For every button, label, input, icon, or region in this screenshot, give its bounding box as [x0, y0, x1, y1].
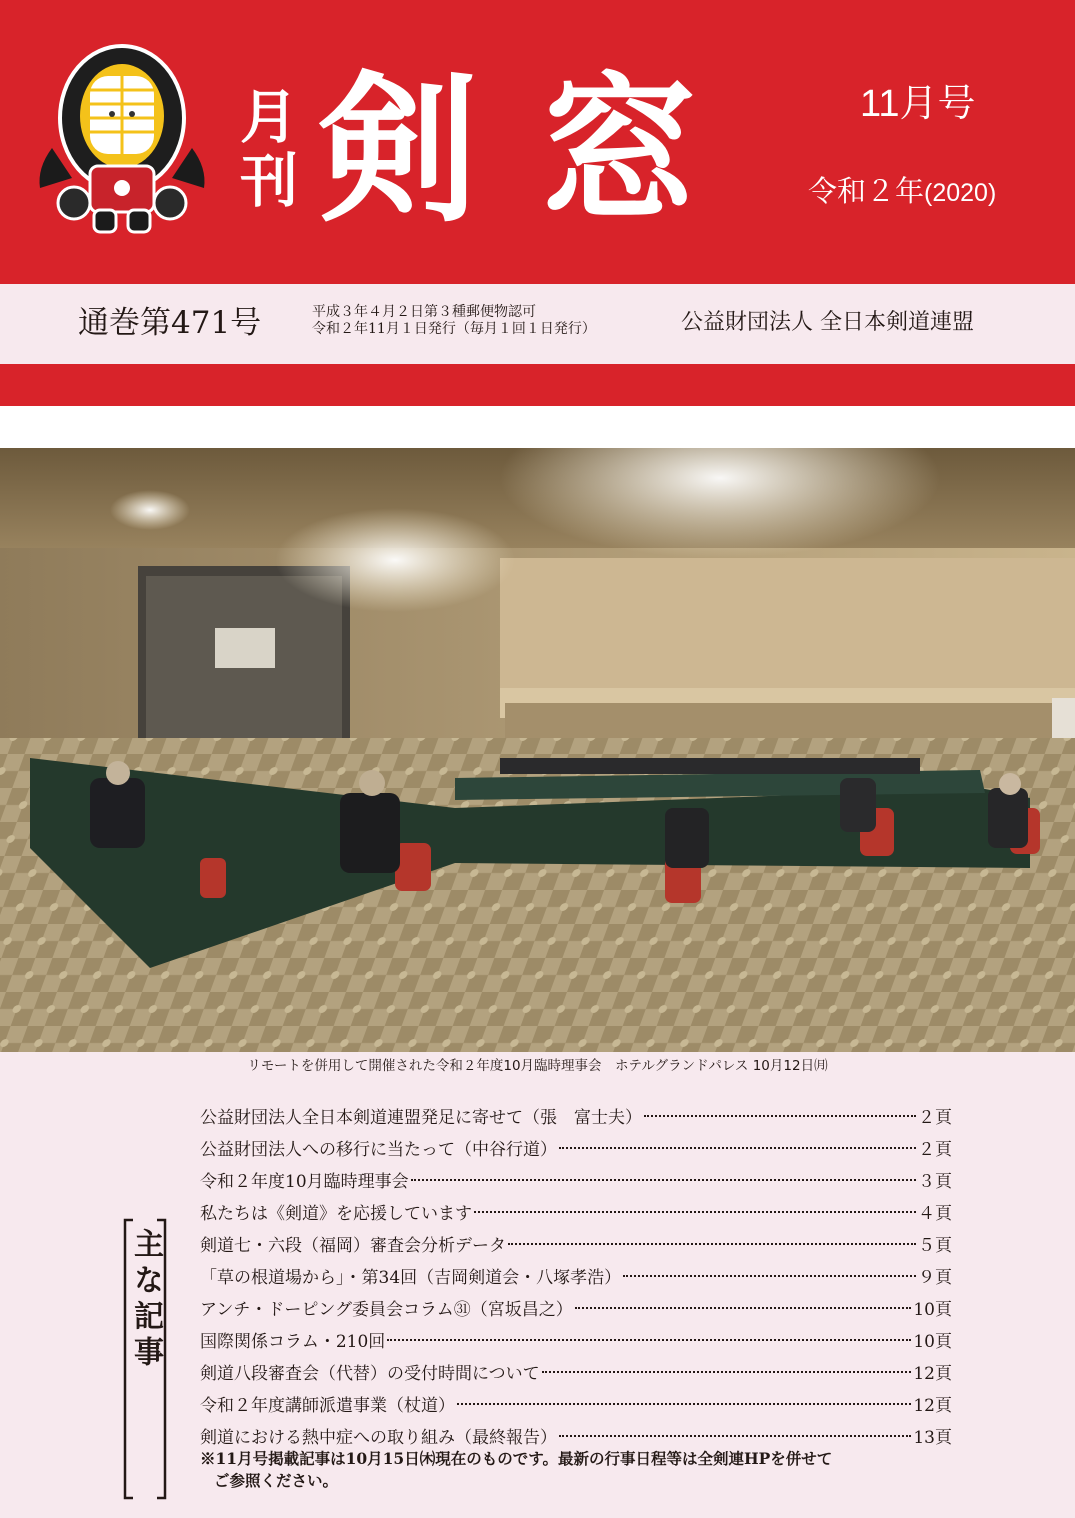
toc-leader: [623, 1274, 916, 1277]
toc-leader: [542, 1370, 912, 1373]
toc-item-title: 公益財団法人全日本剣道連盟発足に寄せて（張 富士夫）: [200, 1108, 642, 1128]
title-kan-top: 月: [240, 83, 299, 151]
toc-item[interactable]: [200, 1134, 952, 1166]
toc-item[interactable]: [200, 1294, 952, 1326]
issue-year-western: (2020): [924, 179, 997, 207]
cover-photo: [0, 448, 1075, 1052]
toc-item-title: 「草の根道場から」・第34回（吉岡剣道会・八塚孝浩）: [200, 1268, 622, 1288]
magazine-title: 剣窓: [318, 56, 759, 244]
toc-item[interactable]: [200, 1198, 952, 1230]
issue-month: 11月号: [860, 83, 976, 125]
toc-leader: [387, 1338, 911, 1341]
photo-caption: リモートを併用して開催された令和２年度10月臨時理事会 ホテルグランドパレス 10月12日㈪: [247, 1058, 828, 1074]
issue-year: [808, 174, 996, 211]
toc-item-title: 剣道八段審査会（代替）の受付時間について: [200, 1364, 540, 1384]
toc-item[interactable]: [200, 1166, 952, 1198]
toc-leader: [508, 1242, 916, 1245]
permit-line-1: 平成３年４月２日第３種郵便物認可: [312, 304, 536, 320]
toc-item[interactable]: [200, 1230, 952, 1262]
toc-leader: [559, 1434, 911, 1437]
toc-item-page: 13頁: [913, 1428, 952, 1448]
toc-item[interactable]: [200, 1326, 952, 1358]
toc-item-page: ３頁: [918, 1172, 952, 1192]
toc-item[interactable]: [200, 1390, 952, 1422]
contents-note: [200, 1448, 960, 1492]
toc-leader: [575, 1306, 912, 1309]
note-line-2: ご参照ください。: [214, 1471, 339, 1490]
toc-item-title: 剣道における熱中症への取り組み（最終報告）: [200, 1428, 557, 1448]
kendo-mascot-icon: [32, 38, 212, 238]
toc-item-page: ２頁: [918, 1140, 952, 1160]
contents-label-box: [119, 1214, 171, 1504]
toc-item-page: ２頁: [918, 1108, 952, 1128]
contents-label: 主な記事: [128, 1228, 163, 1372]
toc-item-title: 私たちは《剣道》を応援しています: [200, 1204, 472, 1224]
toc-leader: [457, 1402, 911, 1405]
toc-item-title: アンチ・ドーピング委員会コラム㉛（宮坂昌之）: [200, 1300, 573, 1320]
toc-item-title: 令和２年度講師派遣事業（杖道）: [200, 1396, 455, 1416]
toc-item[interactable]: [200, 1358, 952, 1390]
permit-line-2: 令和２年11月１日発行（毎月１回１日発行）: [312, 321, 596, 337]
toc-item[interactable]: [200, 1102, 952, 1134]
toc-leader: [644, 1114, 916, 1117]
toc-leader: [411, 1178, 916, 1181]
note-line-1: ※11月号掲載記事は10月15日㈭現在のものです。最新の行事日程等は全剣連HPを併せて: [200, 1449, 833, 1468]
title-kan-bottom: 刊: [240, 147, 299, 215]
toc-item-page: ９頁: [918, 1268, 952, 1288]
toc-item-page: 12頁: [913, 1364, 952, 1384]
volume-number: 通巻第471号: [78, 305, 262, 341]
toc-item-page: ５頁: [918, 1236, 952, 1256]
toc-item-title: 国際関係コラム・210回: [200, 1332, 386, 1352]
toc-item-title: 公益財団法人への移行に当たって（中谷行道）: [200, 1140, 557, 1160]
toc-item-page: 12頁: [913, 1396, 952, 1416]
red-divider-bar: [0, 364, 1075, 406]
toc-item-title: 剣道七・六段（福岡）審査会分析データ: [200, 1236, 506, 1256]
toc-leader: [474, 1210, 916, 1213]
white-spacer: [0, 406, 1075, 448]
toc-item-title: 令和２年度10月臨時理事会: [200, 1172, 409, 1192]
toc-item-page: 10頁: [913, 1300, 952, 1320]
table-of-contents: [200, 1102, 952, 1454]
issue-year-era: 令和２年: [808, 176, 925, 208]
publisher-name: 公益財団法人 全日本剣道連盟: [681, 310, 974, 335]
toc-item-page: ４頁: [918, 1204, 952, 1224]
toc-item[interactable]: [200, 1262, 952, 1294]
postal-permit: [312, 304, 596, 338]
toc-item-page: 10頁: [913, 1332, 952, 1352]
toc-leader: [559, 1146, 916, 1149]
